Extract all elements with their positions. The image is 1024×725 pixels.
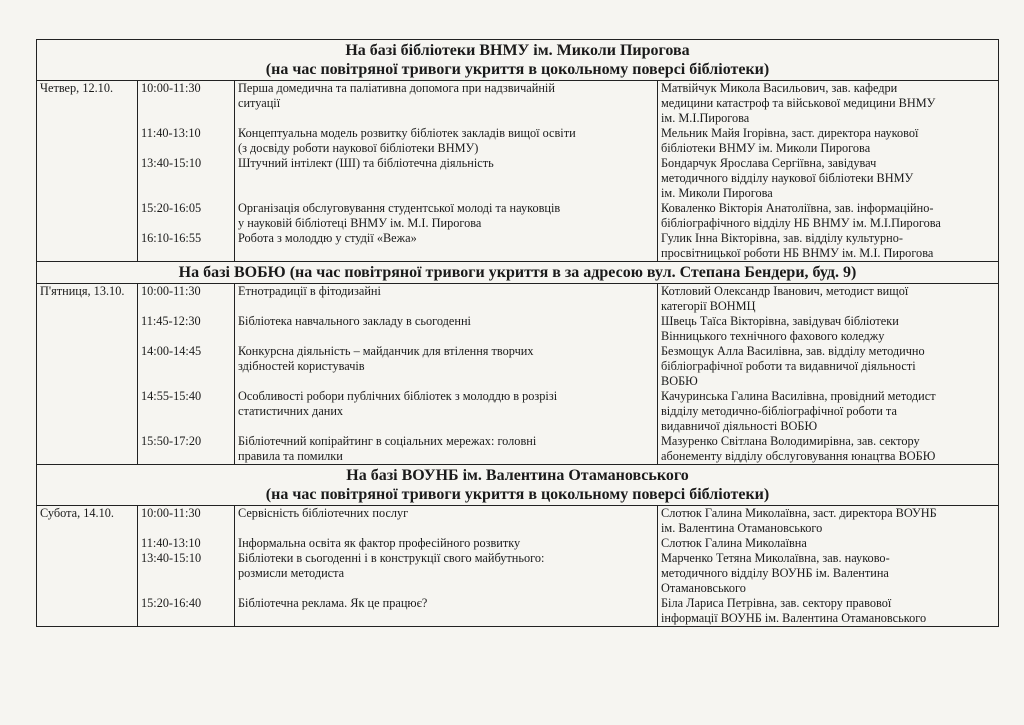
topic-line: здібностей користувачів bbox=[238, 359, 365, 373]
time-text: 15:20-16:05 bbox=[141, 201, 202, 215]
topic-line: Етнотрадиції в фітодизайні bbox=[238, 284, 381, 298]
session-time bbox=[141, 201, 231, 231]
session-topic bbox=[238, 551, 654, 596]
topic-cell bbox=[235, 506, 658, 627]
topic-line bbox=[238, 521, 654, 536]
section-header bbox=[37, 40, 999, 81]
time-cell bbox=[138, 81, 235, 262]
session-topic bbox=[238, 596, 654, 626]
spacer-line bbox=[141, 374, 231, 389]
topic-line: Сервісність бібліотечних послуг bbox=[238, 506, 409, 520]
topic-line: правила та помилки bbox=[238, 449, 343, 463]
speaker-cell bbox=[658, 284, 999, 465]
session-time bbox=[141, 156, 231, 201]
topic-line: Інформальна освіта як фактор професійного розвитку bbox=[238, 536, 521, 550]
time-text: 14:55-15:40 bbox=[141, 389, 202, 403]
speaker-line: Безмощук Алла Василівна, зав. відділу методично bbox=[661, 344, 925, 358]
topic-line: Бібліотечна реклама. Як це працює? bbox=[238, 596, 428, 610]
session-speaker bbox=[661, 596, 995, 626]
session-topic bbox=[238, 389, 654, 434]
spacer-line bbox=[141, 111, 231, 126]
session-topic bbox=[238, 231, 654, 261]
speaker-line: медицини катастроф та військової медицини ВНМУ bbox=[661, 96, 936, 110]
speaker-line: методичного відділу ВОУНБ ім. Валентина bbox=[661, 566, 889, 580]
time-text: 10:00-11:30 bbox=[141, 284, 201, 298]
spacer-line bbox=[141, 171, 231, 186]
day-row bbox=[37, 81, 999, 262]
topic-line: ситуації bbox=[238, 96, 281, 110]
session-time bbox=[141, 596, 231, 626]
section-subtitle: (на час повітряної тривоги укриття в цокольному поверсі бібліотеки) bbox=[265, 61, 770, 78]
speaker-line: Мельник Майя Ігорівна, заст. директора наукової bbox=[661, 126, 919, 140]
time-text: 10:00-11:30 bbox=[141, 506, 201, 520]
speaker-line: Бондарчук Ярослава Сергіївна, завідувач bbox=[661, 156, 877, 170]
section-title: На базі бібліотеки ВНМУ ім. Миколи Пирогова bbox=[345, 42, 690, 59]
time-text: 13:40-15:10 bbox=[141, 551, 202, 565]
session-topic bbox=[238, 536, 654, 551]
spacer-line bbox=[141, 96, 231, 111]
session-time bbox=[141, 231, 231, 261]
speaker-line: Качуринська Галина Василівна, провідний методист bbox=[661, 389, 936, 403]
time-cell bbox=[138, 506, 235, 627]
topic-line: Бібліотека навчального закладу в сьогоденні bbox=[238, 314, 471, 328]
session-speaker bbox=[661, 344, 995, 389]
section-header bbox=[37, 465, 999, 506]
speaker-line: категорії ВОНМЦ bbox=[661, 299, 756, 313]
spacer-line bbox=[141, 186, 231, 201]
time-text: 16:10-16:55 bbox=[141, 231, 202, 245]
time-cell bbox=[138, 284, 235, 465]
topic-line bbox=[238, 186, 654, 201]
topic-line: Робота з молоддю у студії «Вежа» bbox=[238, 231, 417, 245]
speaker-line: Слотюк Галина Миколаївна, заст. директора ВОУНБ bbox=[661, 506, 937, 520]
session-speaker bbox=[661, 156, 995, 201]
speaker-line: бібліотеки ВНМУ ім. Миколи Пирогова bbox=[661, 141, 871, 155]
topic-cell bbox=[235, 81, 658, 262]
session-speaker bbox=[661, 231, 995, 261]
day-cell bbox=[37, 81, 138, 262]
speaker-line: інформації ВОУНБ ім. Валентина Отамановського bbox=[661, 611, 927, 625]
session-topic bbox=[238, 156, 654, 201]
session-time bbox=[141, 389, 231, 434]
session-speaker bbox=[661, 551, 995, 596]
day-label: Субота, 14.10. bbox=[40, 506, 114, 520]
spacer-line bbox=[141, 419, 231, 434]
session-topic bbox=[238, 314, 654, 344]
time-text: 10:00-11:30 bbox=[141, 81, 201, 95]
speaker-line: Слотюк Галина Миколаївна bbox=[661, 536, 807, 550]
day-row bbox=[37, 284, 999, 465]
day-cell bbox=[37, 506, 138, 627]
topic-line bbox=[238, 329, 654, 344]
speaker-line: Матвійчук Микола Васильович, зав. кафедри bbox=[661, 81, 898, 95]
section-header bbox=[37, 262, 999, 284]
topic-line: статистичних даних bbox=[238, 404, 344, 418]
speaker-line: ім. Валентина Отамановського bbox=[661, 521, 823, 535]
speaker-cell bbox=[658, 81, 999, 262]
session-speaker bbox=[661, 506, 995, 536]
session-time bbox=[141, 551, 231, 596]
session-speaker bbox=[661, 201, 995, 231]
session-time bbox=[141, 81, 231, 126]
spacer-line bbox=[141, 246, 231, 261]
day-row bbox=[37, 506, 999, 627]
section-subtitle: (на час повітряної тривоги укриття в цокольному поверсі бібліотеки) bbox=[265, 486, 770, 503]
time-text: 13:40-15:10 bbox=[141, 156, 202, 170]
session-time bbox=[141, 536, 231, 551]
session-time bbox=[141, 434, 231, 464]
spacer-line bbox=[141, 566, 231, 581]
time-text: 15:20-16:40 bbox=[141, 596, 202, 610]
session-topic bbox=[238, 126, 654, 156]
topic-line bbox=[238, 611, 654, 626]
session-topic bbox=[238, 81, 654, 126]
topic-line: у науковій бібліотеці ВНМУ ім. М.І. Пирогова bbox=[238, 216, 482, 230]
topic-line: Організація обслуговування студентської молоді та науковців bbox=[238, 201, 561, 215]
topic-line bbox=[238, 299, 654, 314]
topic-line: (з досвіду роботи наукової бібліотеки ВНМУ) bbox=[238, 141, 479, 155]
session-time bbox=[141, 344, 231, 389]
day-label: Четвер, 12.10. bbox=[40, 81, 114, 95]
topic-line bbox=[238, 419, 654, 434]
speaker-line: бібліографічного відділу НБ ВНМУ ім. М.І.Пирогова bbox=[661, 216, 941, 230]
speaker-line: методичного відділу наукової бібліотеки ВНМУ bbox=[661, 171, 914, 185]
session-speaker bbox=[661, 284, 995, 314]
spacer-line bbox=[141, 611, 231, 626]
section-title: На базі ВОБЮ (на час повітряної тривоги укриття в за адресою вул. Степана Бендери, буд. 9) bbox=[178, 264, 857, 281]
section-title: На базі ВОУНБ ім. Валентина Отамановського bbox=[346, 467, 689, 484]
topic-line bbox=[238, 581, 654, 596]
topic-line: розмисли методиста bbox=[238, 566, 345, 580]
speaker-line: бібліографічної роботи та видавничої діяльності bbox=[661, 359, 916, 373]
session-speaker bbox=[661, 434, 995, 464]
speaker-line: Марченко Тетяна Миколаївна, зав. науково- bbox=[661, 551, 890, 565]
topic-line: Концептуальна модель розвитку бібліотек закладів вищої освіти bbox=[238, 126, 576, 140]
spacer-line bbox=[141, 449, 231, 464]
session-time bbox=[141, 506, 231, 536]
session-time bbox=[141, 314, 231, 344]
topic-line bbox=[238, 111, 654, 126]
session-time bbox=[141, 284, 231, 314]
speaker-line: Коваленко Вікторія Анатоліївна, зав. інформаційно- bbox=[661, 201, 934, 215]
spacer-line bbox=[141, 521, 231, 536]
spacer-line bbox=[141, 359, 231, 374]
time-text: 14:00-14:45 bbox=[141, 344, 202, 358]
topic-line: Особливості робори публічних бібліотек з молоддю в розрізі bbox=[238, 389, 558, 403]
speaker-line: ВОБЮ bbox=[661, 374, 698, 388]
speaker-line: ім. М.І.Пирогова bbox=[661, 111, 750, 125]
speaker-cell bbox=[658, 506, 999, 627]
session-topic bbox=[238, 344, 654, 389]
section-header-row bbox=[37, 40, 999, 81]
session-topic bbox=[238, 434, 654, 464]
spacer-line bbox=[141, 404, 231, 419]
topic-line: Перша домедична та паліативна допомога при надзвичайній bbox=[238, 81, 555, 95]
spacer-line bbox=[141, 141, 231, 156]
speaker-line: Швець Таїса Вікторівна, завідувач бібліотеки bbox=[661, 314, 899, 328]
topic-line: Бібліотеки в сьогоденні і в конструкції свого майбутнього: bbox=[238, 551, 545, 565]
schedule-table bbox=[36, 39, 999, 627]
session-topic bbox=[238, 201, 654, 231]
session-speaker bbox=[661, 126, 995, 156]
time-text: 11:40-13:10 bbox=[141, 536, 201, 550]
section-header-row bbox=[37, 262, 999, 284]
session-speaker bbox=[661, 314, 995, 344]
topic-line: Конкурсна діяльність – майданчик для втілення творчих bbox=[238, 344, 534, 358]
topic-line: Штучний інтілект (ШІ) та бібліотечна діяльність bbox=[238, 156, 494, 170]
topic-line bbox=[238, 171, 654, 186]
speaker-line: абонементу відділу обслуговування юнацтва ВОБЮ bbox=[661, 449, 936, 463]
session-speaker bbox=[661, 389, 995, 434]
spacer-line bbox=[141, 299, 231, 314]
speaker-line: Біла Лариса Петрівна, зав. сектору правової bbox=[661, 596, 892, 610]
speaker-line: Котловий Олександр Іванович, методист вищої bbox=[661, 284, 909, 298]
spacer-line bbox=[141, 329, 231, 344]
speaker-line: видавничої діяльності ВОБЮ bbox=[661, 419, 818, 433]
session-speaker bbox=[661, 81, 995, 126]
session-topic bbox=[238, 284, 654, 314]
speaker-line: відділу методично-бібліографічної роботи та bbox=[661, 404, 897, 418]
time-text: 15:50-17:20 bbox=[141, 434, 202, 448]
topic-cell bbox=[235, 284, 658, 465]
topic-line bbox=[238, 374, 654, 389]
session-time bbox=[141, 126, 231, 156]
day-label: П'ятниця, 13.10. bbox=[40, 284, 125, 298]
day-cell bbox=[37, 284, 138, 465]
session-speaker bbox=[661, 536, 995, 551]
speaker-line: Отамановського bbox=[661, 581, 746, 595]
spacer-line bbox=[141, 581, 231, 596]
spacer-line bbox=[141, 216, 231, 231]
speaker-line: Гулик Інна Вікторівна, зав. відділу культурно- bbox=[661, 231, 903, 245]
time-text: 11:45-12:30 bbox=[141, 314, 201, 328]
speaker-line: просвітницької роботи НБ ВНМУ ім. М.І. Пирогова bbox=[661, 246, 934, 260]
speaker-line: ім. Миколи Пирогова bbox=[661, 186, 773, 200]
session-topic bbox=[238, 506, 654, 536]
time-text: 11:40-13:10 bbox=[141, 126, 201, 140]
topic-line bbox=[238, 246, 654, 261]
section-header-row bbox=[37, 465, 999, 506]
speaker-line: Вінницького технічного фахового коледжу bbox=[661, 329, 885, 343]
speaker-line: Мазуренко Світлана Володимирівна, зав. сектору bbox=[661, 434, 920, 448]
topic-line: Бібліотечний копірайтинг в соціальних мережах: головні bbox=[238, 434, 537, 448]
